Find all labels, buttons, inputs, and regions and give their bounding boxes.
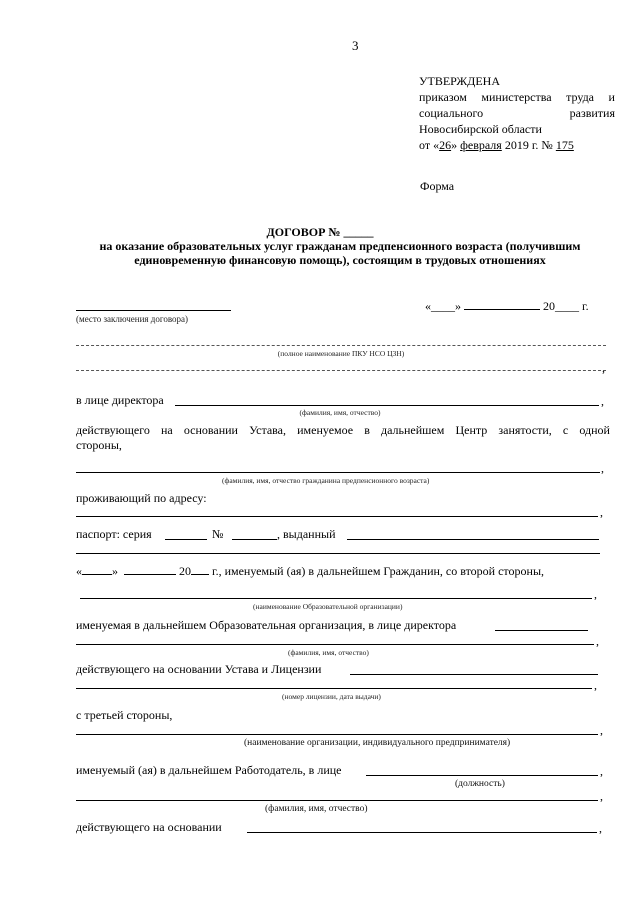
director-caption: (фамилия, имя, отчество) <box>299 408 381 417</box>
approval-day: 26 <box>439 138 452 152</box>
issue-date-line: « » 20 г., именуемый (ая) в дальнейшем Гражданин, со второй стороны, <box>76 564 545 578</box>
third-side-label: с третьей стороны, <box>76 708 173 722</box>
pku-blank-2[interactable] <box>76 370 606 371</box>
acting-charter-line: действующего на основании Устава, именуемое в дальнейшем Центр занятости, с одной <box>76 423 610 437</box>
contract-subtitle-2: единовременную финансовую помощь), состоящим в трудовых отношениях <box>134 253 546 267</box>
director-label: в лице директора <box>76 393 164 407</box>
issued-label: , выданный <box>277 527 336 541</box>
citizen-fio-caption: (фамилия, имя, отчество гражданина предпенсионного возраста) <box>222 476 430 485</box>
passport-number-label: № <box>212 527 224 541</box>
comma: , <box>596 634 599 648</box>
month-blank[interactable] <box>464 299 540 310</box>
citizen-fio-blank[interactable] <box>76 472 600 473</box>
approval-month: февраля <box>460 138 502 152</box>
edu-org-caption: (наименование Образовательной организации) <box>253 602 403 611</box>
license-caption: (номер лицензии, дата выдачи) <box>282 692 381 701</box>
comma: , <box>602 361 605 375</box>
issue-day-blank[interactable] <box>82 564 112 575</box>
comma: , <box>594 587 597 601</box>
passport-number-blank[interactable] <box>232 539 277 540</box>
acting-license-label: действующего на основании Устава и Лицензии <box>76 662 322 676</box>
edu-org-blank[interactable] <box>80 598 592 599</box>
passport-series-blank[interactable] <box>165 539 207 540</box>
approval-order-number: 175 <box>555 138 574 152</box>
side-one-end: стороны, <box>76 438 122 452</box>
employer-fio-caption: (фамилия, имя, отчество) <box>265 804 368 814</box>
form-label: Форма <box>420 179 455 193</box>
employer-caption: (наименование организации, индивидуального предпринимателя) <box>244 738 511 748</box>
employer-blank[interactable] <box>76 734 598 735</box>
employer-position-blank[interactable] <box>366 775 598 776</box>
approval-date: от «26» февраля 2019 г. № 175 <box>419 138 574 152</box>
contract-date: «____» 20____ г. <box>425 299 589 313</box>
residing-label: проживающий по адресу: <box>76 491 207 505</box>
place-caption: (место заключения договора) <box>76 314 189 324</box>
approval-line-3: социального развития <box>419 106 615 120</box>
contract-subtitle-1: на оказание образовательных услуг гражданам предпенсионного возраста (получившим <box>99 239 581 253</box>
pku-caption: (полное наименование ПКУ НСО ЦЗН) <box>277 349 405 358</box>
director-blank[interactable] <box>175 405 599 406</box>
issued-blank-2[interactable] <box>76 553 600 554</box>
edu-org-named: именуемая в дальнейшем Образовательная организация, в лице директора <box>76 618 457 632</box>
issue-month-blank[interactable] <box>124 564 176 575</box>
edu-director-blank[interactable] <box>495 630 588 631</box>
acting-basis-label: действующего на основании <box>76 820 222 834</box>
approval-line-4: Новосибирской области <box>419 122 542 136</box>
contract-title: ДОГОВОР № _____ <box>266 225 374 239</box>
place-blank[interactable] <box>76 310 231 311</box>
basis-blank[interactable] <box>247 832 597 833</box>
comma: , <box>601 461 604 475</box>
address-blank[interactable] <box>76 516 598 517</box>
position-caption: (должность) <box>455 779 505 789</box>
comma: , <box>600 789 603 803</box>
employer-fio-blank[interactable] <box>76 800 598 801</box>
comma: , <box>601 394 604 408</box>
license-blank[interactable] <box>350 674 598 675</box>
comma: , <box>600 764 603 778</box>
approval-block <box>419 73 615 153</box>
approval-title: УТВЕРЖДЕНА <box>419 74 501 88</box>
issued-blank[interactable] <box>347 539 599 540</box>
passport-label: паспорт: серия <box>76 527 152 541</box>
comma: , <box>599 821 602 835</box>
comma: , <box>600 505 603 519</box>
edu-director-caption: (фамилия, имя, отчество) <box>288 648 369 657</box>
license-blank-2[interactable] <box>76 688 592 689</box>
pku-blank-1[interactable] <box>76 345 606 346</box>
employer-named-label: именуемый (ая) в дальнейшем Работодатель, в лице <box>76 763 342 777</box>
issue-year-blank[interactable] <box>191 564 209 575</box>
comma: , <box>600 723 603 737</box>
page-number: 3 <box>352 38 359 53</box>
approval-line-2: приказом министерства труда и <box>419 90 615 104</box>
comma: , <box>594 678 597 692</box>
edu-director-blank-2[interactable] <box>76 644 594 645</box>
